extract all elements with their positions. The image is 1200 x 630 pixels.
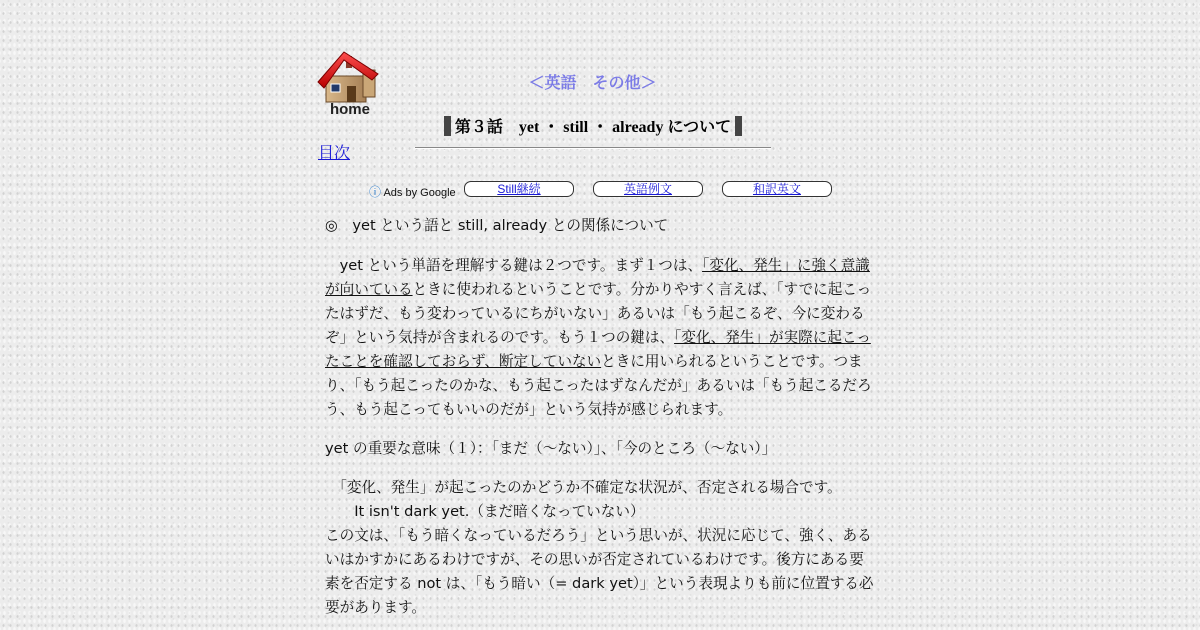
title-bar-left	[444, 116, 451, 136]
toc-link[interactable]: 目次	[318, 145, 351, 162]
meaning-1-heading: yet の重要な意味（１）：「まだ（～ない）」、「今のところ（～ない）」	[325, 440, 777, 457]
ads-label: Ads by Google	[383, 187, 456, 199]
article-body	[325, 214, 878, 620]
title-bar-right	[735, 116, 742, 136]
info-icon[interactable]: ⓘ	[369, 185, 382, 199]
ads-by-google[interactable]	[369, 183, 456, 200]
para1-underline-1: 「変化、発生」に強く意識が向いている	[325, 257, 870, 298]
ad-link-still[interactable]: Still継続	[464, 181, 574, 197]
para2-body: この文は、「もう暗くなっているだろう」という思いが、状況に応じて、強く、あるいはかすかにあるわけですが、その思いが否定されているわけです。後方にある要素を否定する not は、「もう暗い（= dark yet）」という表現よりも前に位置する必要があります。	[325, 527, 874, 616]
ad-link-example-sentences[interactable]: 英語例文	[593, 181, 703, 197]
para1-text-2: ときに使われるということです。分かりやすく言えば、「すでに起こったはずだ、もう変わっているにちがいない」あるいは「もう起こるぞ、今に変わるぞ」という気持が含まれるのです。もう１つの鍵は、	[325, 281, 872, 346]
home-label[interactable]: home	[329, 101, 370, 118]
chapter-title	[415, 114, 771, 137]
paragraph-yet-keys	[325, 254, 878, 422]
para2-intro: 「変化、発生」が起こったのかどうか不確定な状況が、否定される場合です。	[325, 479, 842, 496]
para1-text-1: yet という単語を理解する鍵は２つです。まず１つは、	[325, 257, 703, 274]
title-divider	[415, 147, 771, 149]
category-heading: ＜英語 その他＞	[528, 75, 657, 92]
chapter-title-text: 第３話 yet ・ still ・ already について	[454, 119, 732, 136]
para1-underline-2: 「変化、発生」が実際に起こったことを確認しておらず、断定していない	[325, 329, 871, 370]
ad-link-translation[interactable]: 和訳英文	[722, 181, 832, 197]
para1-text-3: ときに用いられるということです。つまり、「もう起こったのかな、もう起こったはずなんだが」あるいは「もう起こるだろう、もう起こってもいいのだが」という気持が感じられます。	[325, 353, 872, 418]
example-sentence: It isn't dark yet.（まだ暗くなっていない）	[325, 503, 645, 520]
house-icon	[316, 48, 382, 106]
section-heading: ◎ yet という語と still, already との関係について	[325, 217, 669, 234]
